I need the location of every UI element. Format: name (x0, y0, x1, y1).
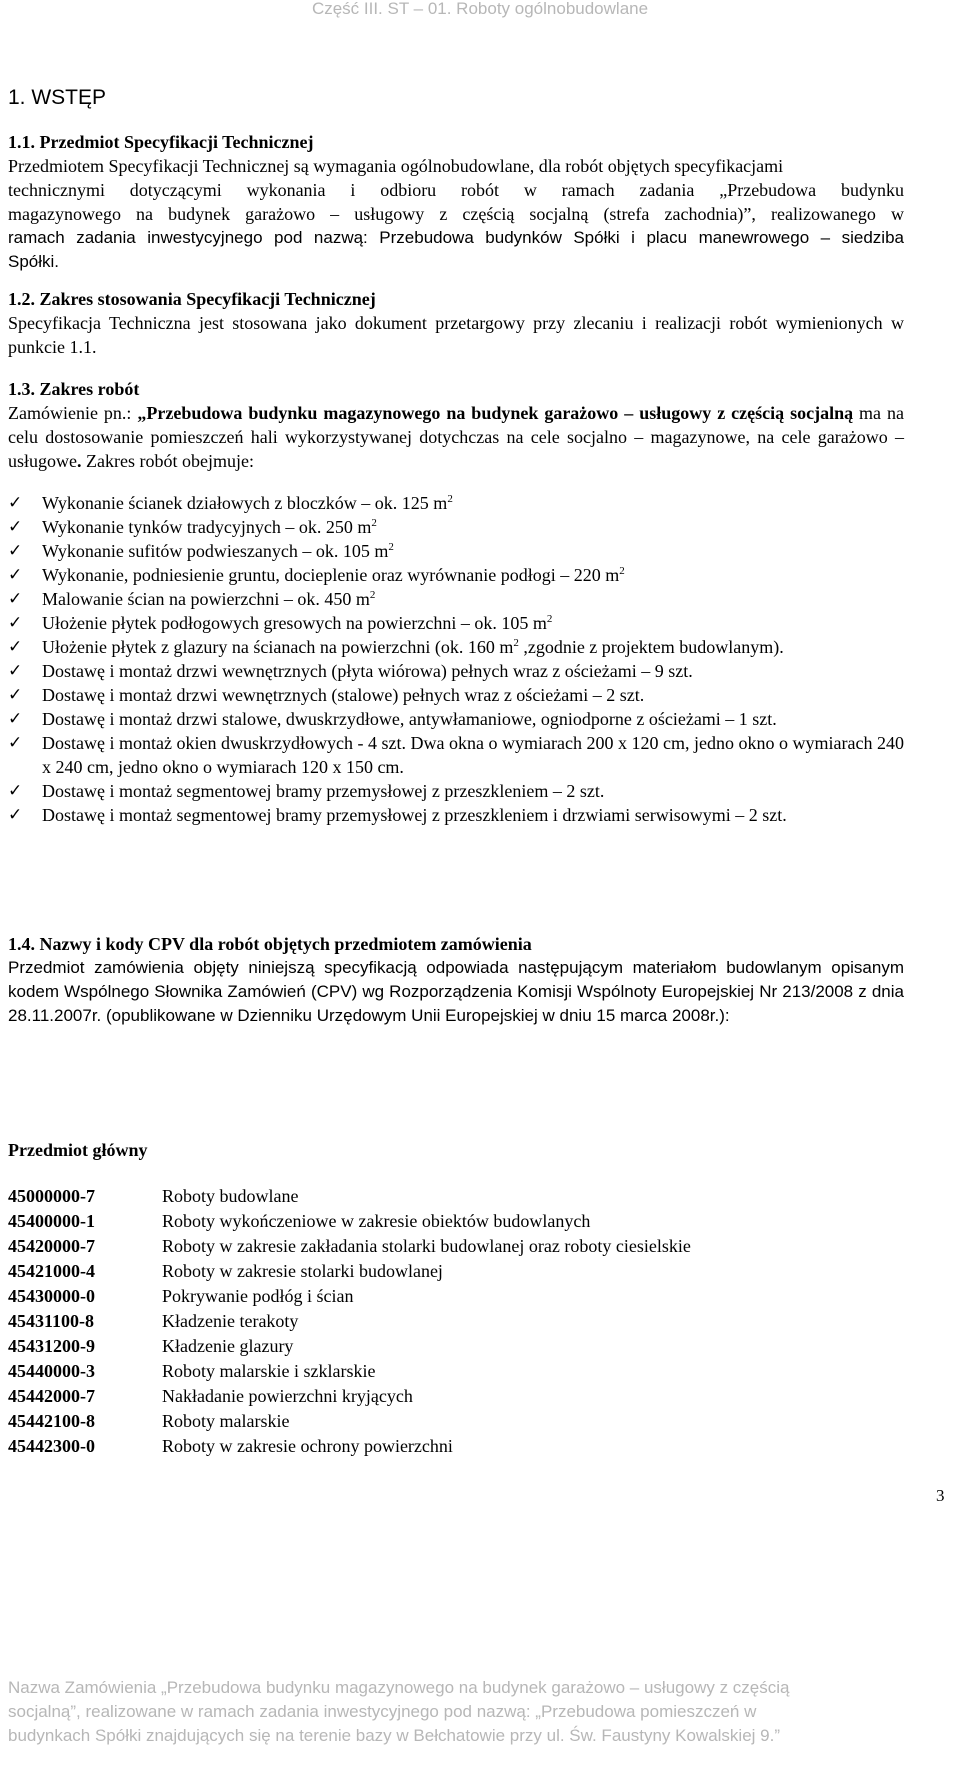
list-item: ✓ Malowanie ścian na powierzchni – ok. 450 $m^2$ (8, 589, 376, 609)
section-1-3-intro (8, 401, 904, 473)
list-item: ✓ Ułożenie płytek z glazury na ścianach na powierzchni (ok. 160 $m^2$ ,zgodnie z projektem budowlanym). (8, 637, 784, 657)
cpv-code: 45431200-9 (8, 1336, 95, 1356)
cpv-code: 45400000-1 (8, 1211, 95, 1231)
page-footer (8, 1676, 908, 1748)
footer-line-3: budynkach Spółki znajdujących się na terenie bazy w Bełchatowie przy ul. Św. Faustyny Kowalskiej 9.” (8, 1726, 780, 1745)
table-row (8, 1259, 904, 1284)
checkmark-icon: ✓ (8, 637, 23, 657)
cpv-code: 45440000-3 (8, 1361, 95, 1381)
section-1-3-title: 1.3. Zakres robót (8, 379, 140, 399)
list-item: ✓ Ułożenie płytek podłogowych gresowych na powierzchni – ok. 105 $m^2$ (8, 613, 553, 633)
cpv-code: 45442000-7 (8, 1386, 95, 1406)
cpv-name: Roboty malarskie (162, 1411, 290, 1431)
checkmark-icon: ✓ (8, 685, 23, 705)
section-1-2 (8, 287, 904, 359)
table-row (8, 1184, 904, 1209)
cpv-section (8, 1138, 904, 1459)
cpv-table (8, 1184, 904, 1459)
intro-bold: „Przebudowa budynku magazynowego na budynek garażowo – usługowy z częścią socjalną (137, 403, 854, 423)
cpv-code: 45000000-7 (8, 1186, 95, 1206)
table-row (8, 1409, 904, 1434)
table-row (8, 1434, 904, 1459)
checkmark-icon: ✓ (8, 493, 23, 513)
section-1-4 (8, 932, 904, 1028)
scope-list (8, 491, 904, 827)
cpv-title: Przedmiot główny (8, 1140, 148, 1160)
list-item: ✓ Dostawę i montaż drzwi wewnętrznych (stalowe) pełnych wraz z ościeżami – 2 szt. (8, 685, 645, 705)
section-1-2-body: Specyfikacja Techniczna jest stosowana jako dokument przetargowy przy zlecaniu i realizacji robót wymienionych w punkcie 1.1. (8, 313, 904, 357)
section-1-3 (8, 377, 904, 827)
list-item: ✓ Dostawę i montaż drzwi wewnętrznych (płyta wiórowa) pełnych wraz z ościeżami – 9 szt. (8, 661, 693, 681)
checkmark-icon: ✓ (8, 733, 23, 753)
table-row (8, 1334, 904, 1359)
list-item: ✓ Dostawę i montaż okien dwuskrzydłowych - 4 szt. Dwa okna o wymiarach 200 x 120 cm, jedno okno o wymiarach 240 x 240 cm, jedno okno o wymiarach 120 x 150 cm. (8, 733, 904, 777)
section-1-4-body: Przedmiot zamówienia objęty niniejszą specyfikacją odpowiada następującym materiałom budowlanym opisanym kodem Wspólnego Słownika Zamówień (CPV) wg Rozporządzenia Komisji Wspólnoty Europejskiej Nr 213/2008 z dnia 28.11.2007r. (opublikowane w Dzienniku Urzędowym Unii Europejskiej w dniu 15 marca 2008r.): (8, 958, 904, 1025)
section-1-1-line-3: magazynowego na budynek garażowo – usługowy z częścią socjalną (strefa zachodnia)”, realizowanego w (8, 204, 904, 224)
checkmark-icon: ✓ (8, 613, 23, 633)
list-item: ✓ Wykonanie sufitów podwieszanych – ok. 105 $m^2$ (8, 541, 394, 561)
section-1-1-line-1: Przedmiotem Specyfikacji Technicznej są wymagania ogólnobudowlane, dla robót objętych specyfikacjami (8, 156, 784, 176)
cpv-code: 45420000-7 (8, 1236, 95, 1256)
table-row (8, 1384, 904, 1409)
checkmark-icon: ✓ (8, 589, 23, 609)
checkmark-icon: ✓ (8, 781, 23, 801)
cpv-name: Roboty malarskie i szklarskie (162, 1361, 376, 1381)
list-item: ✓ Dostawę i montaż segmentowej bramy przemysłowej z przeszkleniem – 2 szt. (8, 781, 605, 801)
checkmark-icon: ✓ (8, 517, 23, 537)
checkmark-icon: ✓ (8, 541, 23, 561)
cpv-name: Roboty budowlane (162, 1186, 299, 1206)
cpv-code: 45431100-8 (8, 1311, 95, 1331)
list-item: ✓ Dostawę i montaż drzwi stalowe, dwuskrzydłowe, antywłamaniowe, ogniodporne z ościeżami – 1 szt. (8, 709, 777, 729)
section-1-1-line-2: technicznymi dotyczącymi wykonania i odbioru robót w ramach zadania „Przebudowa budynku (8, 180, 904, 200)
footer-line-2: socjalną”, realizowane w ramach zadania inwestycyjnego pod nazwą: „Przebudowa pomieszczeń w (8, 1702, 757, 1721)
table-row (8, 1209, 904, 1234)
section-1-1-line-5: Spółki. (8, 252, 60, 271)
cpv-name: Pokrywanie podłóg i ścian (162, 1286, 354, 1306)
checkmark-icon: ✓ (8, 805, 23, 825)
running-header: Część III. ST – 01. Roboty ogólnobudowlane (311, 0, 649, 18)
intro-middle: ma na celu dostosowanie pomieszczeń hali wykorzystywanej dotychczas na cele socjalno – magazynowe, na cele garażowo – usługowe (8, 403, 904, 471)
section-1-1 (8, 130, 904, 274)
cpv-name: Roboty w zakresie zakładania stolarki budowlanej oraz roboty ciesielskie (162, 1236, 691, 1256)
cpv-code: 45442100-8 (8, 1411, 95, 1431)
cpv-name: Roboty w zakresie stolarki budowlanej (162, 1261, 443, 1281)
list-item: ✓ Wykonanie tynków tradycyjnych – ok. 250 $m^2$ (8, 517, 377, 537)
cpv-name: Kładzenie terakoty (162, 1311, 299, 1331)
cpv-name: Roboty w zakresie ochrony powierzchni (162, 1436, 453, 1456)
checkmark-icon: ✓ (8, 661, 23, 681)
chapter-heading: 1. WSTĘP (8, 86, 107, 109)
checkmark-icon: ✓ (8, 709, 23, 729)
list-item: ✓ Wykonanie ścianek działowych z bloczków – ok. 125 $m^2$ (8, 493, 453, 513)
cpv-name: Nakładanie powierzchni kryjących (162, 1386, 413, 1406)
table-row (8, 1284, 904, 1309)
page-number: 3 (936, 1486, 945, 1505)
table-row (8, 1234, 904, 1259)
section-1-1-line-4: ramach zadania inwestycyjnego pod nazwą: Przebudowa budynków Spółki i placu manewrowego – siedziba (8, 228, 904, 247)
list-item: ✓ Wykonanie, podniesienie gruntu, docieplenie oraz wyrównanie podłogi – 220 $m^2$ (8, 565, 625, 585)
checkmark-icon: ✓ (8, 565, 23, 585)
cpv-name: Kładzenie glazury (162, 1336, 294, 1356)
table-row (8, 1359, 904, 1384)
intro-suffix: Zakres robót obejmuje: (81, 451, 254, 471)
intro-dot: . (77, 451, 82, 471)
cpv-name: Roboty wykończeniowe w zakresie obiektów budowlanych (162, 1211, 591, 1231)
footer-line-1: Nazwa Zamówienia „Przebudowa budynku magazynowego na budynek garażowo – usługowy z częścią (8, 1678, 790, 1697)
list-item: ✓ Dostawę i montaż segmentowej bramy przemysłowej z przeszkleniem i drzwiami serwisowymi – 2 szt. (8, 805, 787, 825)
cpv-code: 45430000-0 (8, 1286, 95, 1306)
section-1-4-title: 1.4. Nazwy i kody CPV dla robót objętych przedmiotem zamówienia (8, 934, 532, 954)
section-1-1-title: 1.1. Przedmiot Specyfikacji Technicznej (8, 132, 314, 152)
table-row (8, 1309, 904, 1334)
section-1-2-title: 1.2. Zakres stosowania Specyfikacji Technicznej (8, 289, 376, 309)
intro-prefix: Zamówienie pn.: (8, 403, 138, 423)
cpv-code: 45421000-4 (8, 1261, 95, 1281)
cpv-code: 45442300-0 (8, 1436, 95, 1456)
